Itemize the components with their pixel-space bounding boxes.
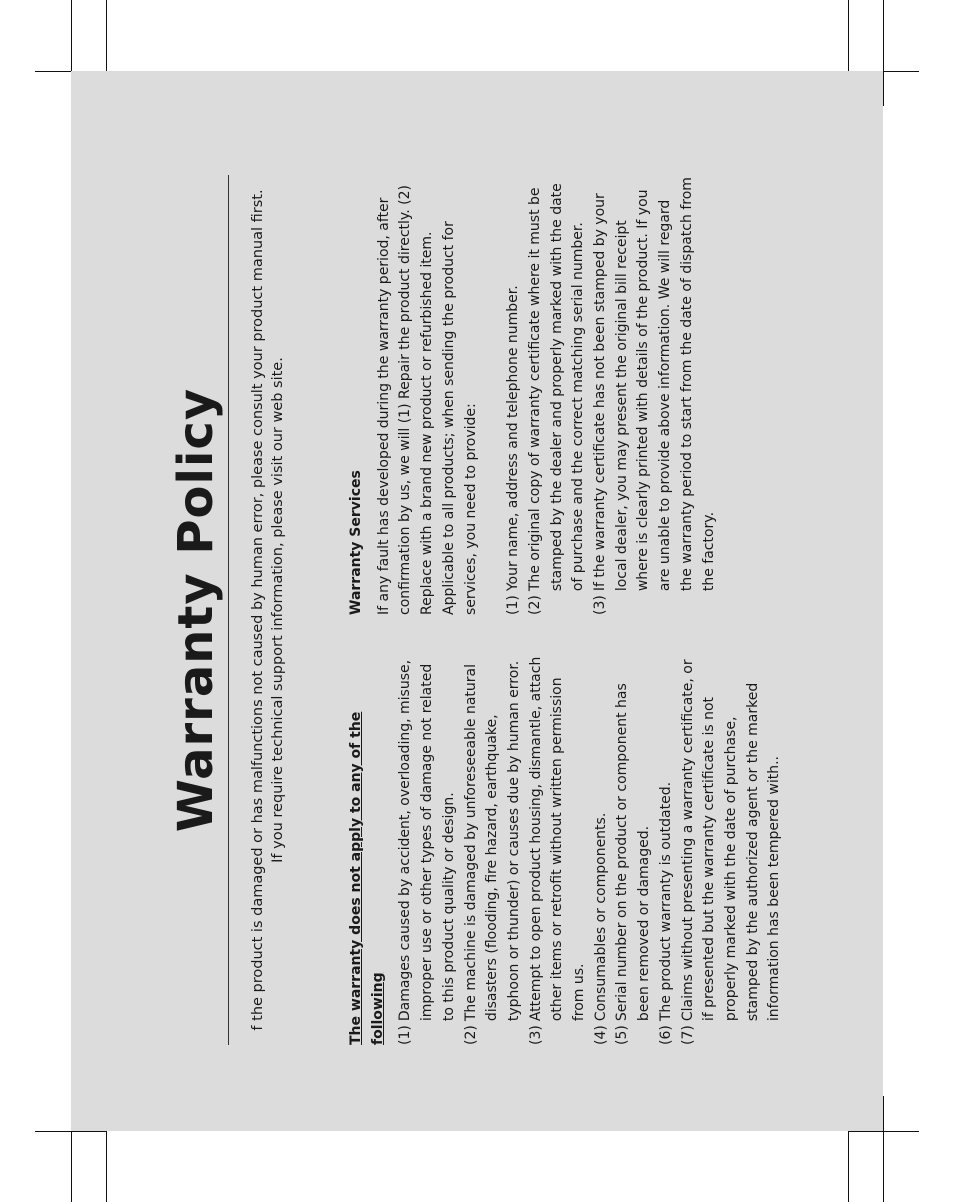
list-item bbox=[656, 655, 678, 1045]
intro-text bbox=[248, 175, 288, 1045]
item-number: (3) bbox=[592, 595, 609, 615]
crop-mark bbox=[883, 0, 884, 106]
item-number: (1) bbox=[397, 1025, 414, 1045]
item-number: (2) bbox=[526, 595, 543, 615]
exclusions-section bbox=[346, 655, 786, 1045]
item-text: If the warranty certificate has not been stamped by your local dealer, you may present the original bill receipt where is clearly printed with details of the product. If you are unable to provide above information. We will regard the warranty period to start from the date of dispatch from the factory. bbox=[592, 177, 717, 592]
list-item bbox=[526, 655, 591, 1045]
item-number: (7) bbox=[679, 1025, 696, 1045]
services-paragraph: If any fault has developed during the warranty period, after confirmation by us, we will (1) Repair the product directly. (2) Replace with a brand new product or refurbished item. bbox=[375, 185, 436, 615]
intro-line: If you require technical support information, please visit our web site. bbox=[270, 357, 286, 863]
crop-mark bbox=[106, 0, 107, 71]
item-text: Attempt to open product housing, dismantle, attach other items or retrofit without written permission from us. bbox=[527, 656, 588, 1022]
item-text: Consumables or components. bbox=[592, 812, 609, 1022]
list-item bbox=[612, 655, 655, 1045]
exclusions-heading: The warranty does not apply to any of the following bbox=[348, 711, 386, 1045]
list-item bbox=[678, 655, 787, 1045]
crop-mark bbox=[848, 1131, 849, 1202]
item-text: Serial number on the product or component has been removed or damaged. bbox=[614, 683, 653, 1022]
item-number: (1) bbox=[505, 595, 522, 615]
item-text: The original copy of warranty certificate where it must be stamped by the dealer and properly marked with the date of purchase and the correct matching serial number. bbox=[526, 183, 587, 592]
item-number: (3) bbox=[527, 1025, 544, 1045]
item-number: (4) bbox=[592, 1025, 609, 1045]
services-paragraph: Applicable to all products; when sending the product for services, you need to provide: bbox=[440, 221, 479, 615]
services-heading: Warranty Services bbox=[348, 470, 364, 615]
item-text: The product warranty is outdated. bbox=[657, 781, 674, 1022]
page-title: Warranty Policy bbox=[168, 387, 224, 833]
item-text: The machine is damaged by unforeseeable natural disasters (flooding, fire hazard, earthquake, typhoon or thunder) or causes due by human error. bbox=[462, 660, 522, 1022]
item-text: Claims without presenting a warranty certificate, or if presented but the warranty certificate is not properly marked with the date of purchase, stamped by the authorized agent or the marked information has been tempered with.. bbox=[679, 659, 783, 1022]
item-number: (5) bbox=[614, 1025, 631, 1045]
services-section bbox=[346, 175, 720, 615]
list-item bbox=[461, 655, 526, 1045]
intro-line: f the product is damaged or has malfunctions not caused by human error, please consult your product manual first. bbox=[250, 189, 266, 1031]
item-text: Damages caused by accident, overloading, misuse, improper use or other types of damage not related to this product quality or design. bbox=[397, 659, 457, 1022]
spacer bbox=[482, 175, 503, 615]
title-divider bbox=[228, 175, 229, 1045]
item-text: Your name, address and telephone number. bbox=[505, 285, 522, 592]
crop-mark bbox=[106, 1131, 107, 1202]
list-item bbox=[591, 655, 613, 1045]
item-number: (2) bbox=[462, 1025, 479, 1045]
rotated-document bbox=[170, 175, 830, 1045]
item-number: (6) bbox=[657, 1025, 674, 1045]
list-item bbox=[395, 655, 460, 1045]
list-item bbox=[525, 175, 590, 615]
list-item bbox=[590, 175, 720, 615]
crop-mark bbox=[883, 1096, 884, 1202]
crop-mark bbox=[848, 0, 849, 71]
list-item bbox=[503, 175, 525, 615]
